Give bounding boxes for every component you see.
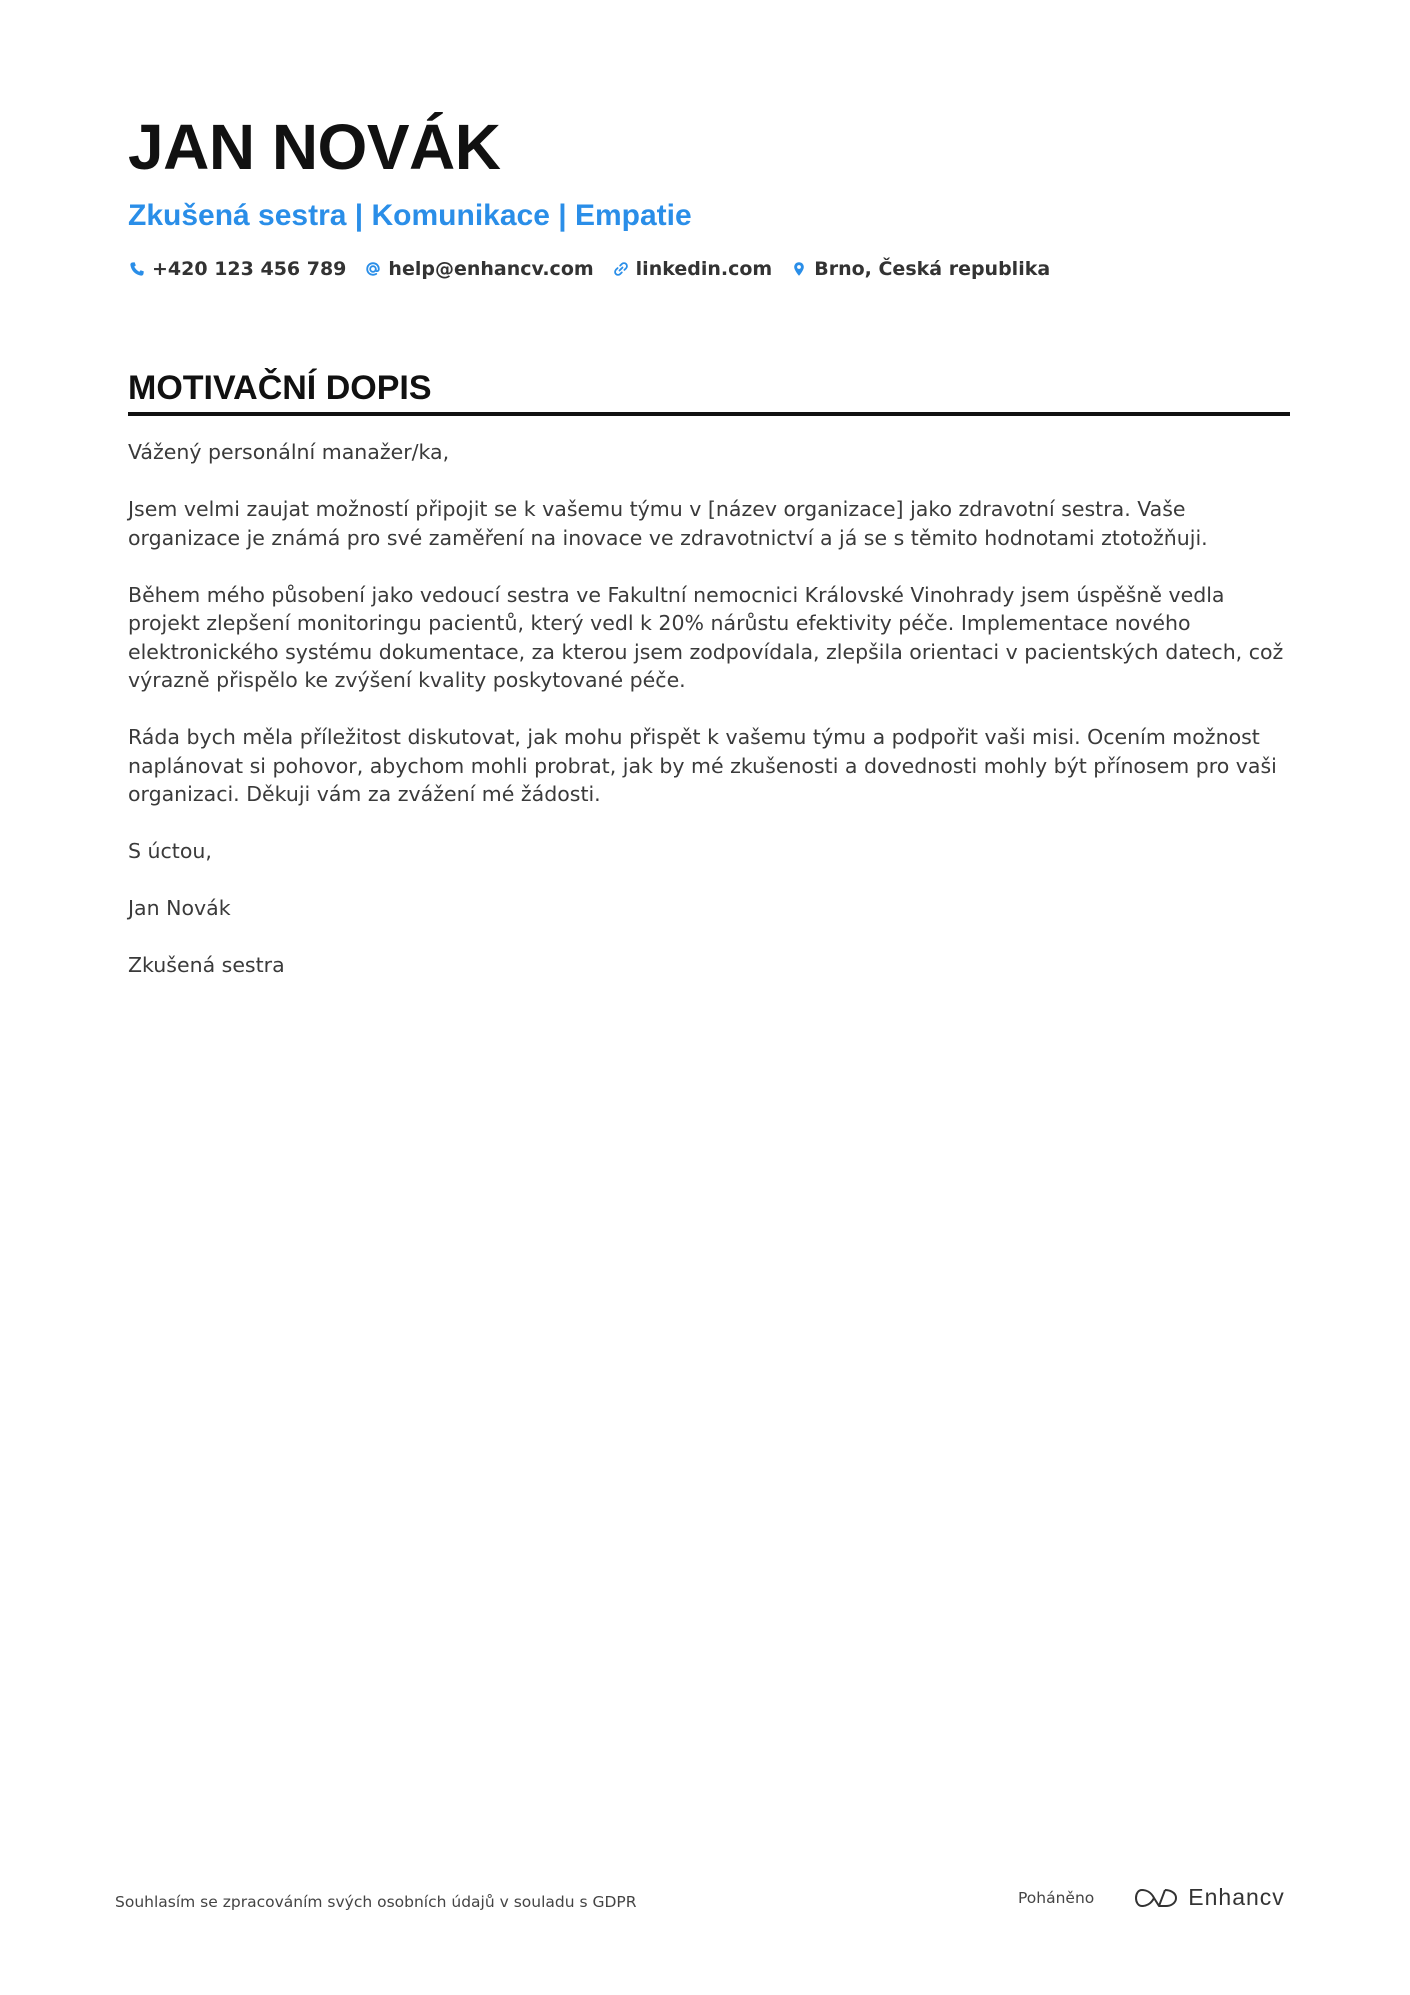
letter-paragraph: Během mého působení jako vedoucí sestra ve Fakultní nemocnici Královské Vinohrady jsem úspěšně vedla projekt zlepšení monitoringu pacientů, který vedl k 20% nárůstu efektivity péče. Implementace nového elektronického systému dokumentace, za kterou jsem zodpovídala, zlepšila orientaci v pacientských datech, což výrazně přispělo ke zvýšení kvality poskytované péče. bbox=[128, 582, 1284, 692]
powered-by-label: Poháněno bbox=[1018, 1888, 1095, 1907]
location-icon bbox=[790, 260, 808, 278]
contact-linkedin-text: linkedin.com bbox=[635, 258, 773, 280]
phone-icon bbox=[128, 260, 146, 278]
letter-paragraph: Ráda bych měla příležitost diskutovat, jak mohu přispět k vašemu týmu a podpořit vaši misi. Ocením možnost naplánovat si pohovor, abychom mohli probrat, jak by mé zkušenosti a dovednosti mohly být přínosem pro vaši organizaci. Děkuji vám za zvážení mé žádosti. bbox=[128, 725, 1277, 806]
section-title: MOTIVAČNÍ DOPIS bbox=[128, 366, 1290, 416]
letter-signature-title: Zkušená sestra bbox=[128, 953, 285, 977]
contact-phone bbox=[128, 258, 346, 280]
at-icon bbox=[364, 260, 382, 278]
enhancv-brand-name: Enhancv bbox=[1188, 1884, 1285, 1910]
contact-email[interactable] bbox=[364, 258, 593, 280]
letter-body bbox=[128, 438, 1290, 980]
contact-phone-text: +420 123 456 789 bbox=[152, 258, 347, 280]
enhancv-brand[interactable] bbox=[1134, 1884, 1285, 1911]
letter-closing: S úctou, bbox=[128, 839, 212, 863]
candidate-name: JAN NOVÁK bbox=[128, 111, 501, 183]
letter-signature-name: Jan Novák bbox=[128, 896, 231, 920]
link-icon bbox=[612, 260, 630, 278]
candidate-subtitle: Zkušená sestra | Komunikace | Empatie bbox=[128, 199, 692, 232]
enhancv-logo-icon bbox=[1134, 1886, 1178, 1910]
contact-row bbox=[128, 258, 1288, 280]
contact-linkedin[interactable] bbox=[612, 258, 773, 280]
footer-branding bbox=[1018, 1884, 1285, 1911]
gdpr-consent: Souhlasím se zpracováním svých osobních údajů v souladu s GDPR bbox=[115, 1893, 637, 1911]
contact-location-text: Brno, Česká republika bbox=[814, 258, 1051, 280]
letter-greeting: Vážený personální manažer/ka, bbox=[128, 440, 450, 464]
contact-email-text: help@enhancv.com bbox=[388, 258, 594, 280]
header bbox=[128, 108, 1288, 280]
letter-section bbox=[128, 366, 1290, 1008]
letter-paragraph: Jsem velmi zaujat možností připojit se k vašemu týmu v [název organizace] jako zdravotní sestra. Vaše organizace je známá pro své zaměření na inovace ve zdravotnictví a já se s těmito hodnotami ztotožňuji. bbox=[128, 497, 1208, 550]
contact-location bbox=[790, 258, 1050, 280]
